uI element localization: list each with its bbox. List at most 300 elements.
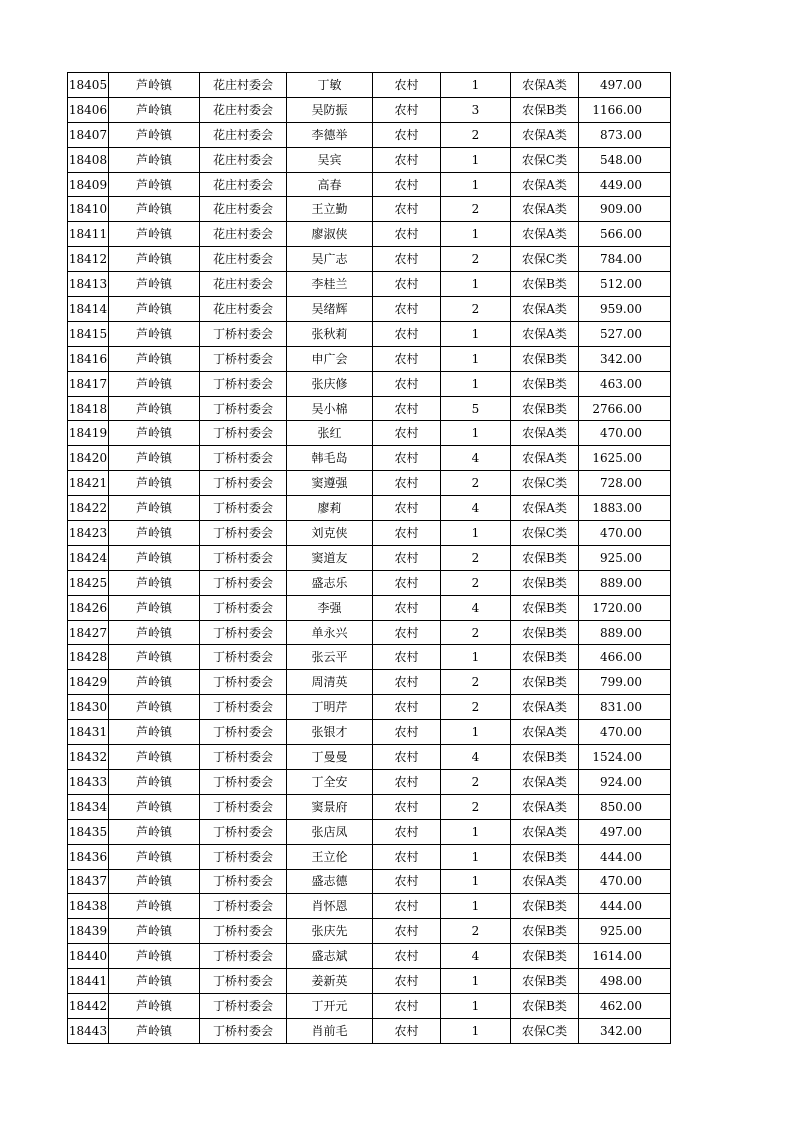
- record-id-cell: 18405: [68, 73, 109, 98]
- town-cell: 芦岭镇: [109, 97, 200, 122]
- amount-cell: 728.00: [579, 471, 671, 496]
- household-type-cell: 农村: [373, 1018, 441, 1043]
- household-type-cell: 农村: [373, 545, 441, 570]
- category-cell: 农保B类: [511, 346, 579, 371]
- member-count-cell: 1: [441, 421, 511, 446]
- table-row: [68, 545, 671, 570]
- category-cell: 农保A类: [511, 122, 579, 147]
- category-cell: 农保B类: [511, 396, 579, 421]
- table-row: [68, 396, 671, 421]
- category-cell: 农保C类: [511, 521, 579, 546]
- household-type-cell: 农村: [373, 446, 441, 471]
- name-cell: 姜新英: [287, 969, 373, 994]
- amount-cell: 527.00: [579, 321, 671, 346]
- table-row: [68, 919, 671, 944]
- town-cell: 芦岭镇: [109, 222, 200, 247]
- village-cell: 丁桥村委会: [200, 620, 287, 645]
- household-type-cell: 农村: [373, 570, 441, 595]
- member-count-cell: 1: [441, 371, 511, 396]
- amount-cell: 498.00: [579, 969, 671, 994]
- record-id-cell: 18443: [68, 1018, 109, 1043]
- record-id-cell: 18412: [68, 247, 109, 272]
- town-cell: 芦岭镇: [109, 371, 200, 396]
- category-cell: 农保A类: [511, 769, 579, 794]
- amount-cell: 889.00: [579, 570, 671, 595]
- household-type-cell: 农村: [373, 122, 441, 147]
- village-cell: 花庄村委会: [200, 147, 287, 172]
- category-cell: 农保B类: [511, 993, 579, 1018]
- table-row: [68, 769, 671, 794]
- member-count-cell: 1: [441, 147, 511, 172]
- data-table: [67, 72, 671, 1044]
- town-cell: 芦岭镇: [109, 595, 200, 620]
- category-cell: 农保B类: [511, 645, 579, 670]
- name-cell: 廖莉: [287, 496, 373, 521]
- household-type-cell: 农村: [373, 346, 441, 371]
- village-cell: 丁桥村委会: [200, 944, 287, 969]
- table-row: [68, 969, 671, 994]
- town-cell: 芦岭镇: [109, 720, 200, 745]
- town-cell: 芦岭镇: [109, 993, 200, 1018]
- record-id-cell: 18410: [68, 197, 109, 222]
- name-cell: 刘克侠: [287, 521, 373, 546]
- record-id-cell: 18429: [68, 670, 109, 695]
- village-cell: 丁桥村委会: [200, 894, 287, 919]
- household-type-cell: 农村: [373, 247, 441, 272]
- record-id-cell: 18440: [68, 944, 109, 969]
- village-cell: 丁桥村委会: [200, 595, 287, 620]
- household-type-cell: 农村: [373, 894, 441, 919]
- record-id-cell: 18421: [68, 471, 109, 496]
- record-id-cell: 18406: [68, 97, 109, 122]
- table-row: [68, 421, 671, 446]
- household-type-cell: 农村: [373, 794, 441, 819]
- amount-cell: 2766.00: [579, 396, 671, 421]
- table-row: [68, 869, 671, 894]
- category-cell: 农保B类: [511, 272, 579, 297]
- amount-cell: 889.00: [579, 620, 671, 645]
- table-row: [68, 222, 671, 247]
- amount-cell: 466.00: [579, 645, 671, 670]
- name-cell: 肖怀恩: [287, 894, 373, 919]
- record-id-cell: 18434: [68, 794, 109, 819]
- category-cell: 农保B类: [511, 969, 579, 994]
- amount-cell: 925.00: [579, 545, 671, 570]
- table-row: [68, 346, 671, 371]
- table-row: [68, 944, 671, 969]
- table-row: [68, 720, 671, 745]
- amount-cell: 784.00: [579, 247, 671, 272]
- table-row: [68, 247, 671, 272]
- amount-cell: 444.00: [579, 844, 671, 869]
- village-cell: 花庄村委会: [200, 272, 287, 297]
- name-cell: 丁明芹: [287, 695, 373, 720]
- record-id-cell: 18426: [68, 595, 109, 620]
- town-cell: 芦岭镇: [109, 321, 200, 346]
- member-count-cell: 2: [441, 545, 511, 570]
- category-cell: 农保B类: [511, 620, 579, 645]
- name-cell: 廖淑侠: [287, 222, 373, 247]
- town-cell: 芦岭镇: [109, 844, 200, 869]
- record-id-cell: 18442: [68, 993, 109, 1018]
- town-cell: 芦岭镇: [109, 944, 200, 969]
- household-type-cell: 农村: [373, 819, 441, 844]
- record-id-cell: 18424: [68, 545, 109, 570]
- table-row: [68, 894, 671, 919]
- member-count-cell: 1: [441, 869, 511, 894]
- town-cell: 芦岭镇: [109, 73, 200, 98]
- category-cell: 农保A类: [511, 446, 579, 471]
- village-cell: 丁桥村委会: [200, 570, 287, 595]
- name-cell: 周清英: [287, 670, 373, 695]
- town-cell: 芦岭镇: [109, 695, 200, 720]
- table-row: [68, 446, 671, 471]
- category-cell: 农保C类: [511, 471, 579, 496]
- member-count-cell: 2: [441, 670, 511, 695]
- record-id-cell: 18432: [68, 745, 109, 770]
- table-row: [68, 645, 671, 670]
- town-cell: 芦岭镇: [109, 645, 200, 670]
- record-id-cell: 18435: [68, 819, 109, 844]
- member-count-cell: 3: [441, 97, 511, 122]
- village-cell: 花庄村委会: [200, 122, 287, 147]
- record-id-cell: 18430: [68, 695, 109, 720]
- record-id-cell: 18407: [68, 122, 109, 147]
- amount-cell: 470.00: [579, 521, 671, 546]
- village-cell: 丁桥村委会: [200, 919, 287, 944]
- village-cell: 丁桥村委会: [200, 670, 287, 695]
- amount-cell: 1625.00: [579, 446, 671, 471]
- table-row: [68, 670, 671, 695]
- member-count-cell: 1: [441, 844, 511, 869]
- village-cell: 丁桥村委会: [200, 471, 287, 496]
- household-type-cell: 农村: [373, 969, 441, 994]
- table-row: [68, 471, 671, 496]
- household-type-cell: 农村: [373, 297, 441, 322]
- member-count-cell: 2: [441, 620, 511, 645]
- name-cell: 窦道友: [287, 545, 373, 570]
- table-row: [68, 321, 671, 346]
- town-cell: 芦岭镇: [109, 819, 200, 844]
- name-cell: 李强: [287, 595, 373, 620]
- name-cell: 吴广志: [287, 247, 373, 272]
- member-count-cell: 1: [441, 993, 511, 1018]
- category-cell: 农保C类: [511, 147, 579, 172]
- table-row: [68, 197, 671, 222]
- member-count-cell: 2: [441, 297, 511, 322]
- name-cell: 张红: [287, 421, 373, 446]
- amount-cell: 1166.00: [579, 97, 671, 122]
- table-row: [68, 745, 671, 770]
- household-type-cell: 农村: [373, 919, 441, 944]
- household-type-cell: 农村: [373, 421, 441, 446]
- record-id-cell: 18439: [68, 919, 109, 944]
- village-cell: 丁桥村委会: [200, 794, 287, 819]
- member-count-cell: 1: [441, 222, 511, 247]
- name-cell: 高春: [287, 172, 373, 197]
- village-cell: 丁桥村委会: [200, 371, 287, 396]
- town-cell: 芦岭镇: [109, 172, 200, 197]
- name-cell: 窦景府: [287, 794, 373, 819]
- village-cell: 丁桥村委会: [200, 819, 287, 844]
- category-cell: 农保B类: [511, 570, 579, 595]
- table-row: [68, 695, 671, 720]
- village-cell: 丁桥村委会: [200, 496, 287, 521]
- town-cell: 芦岭镇: [109, 396, 200, 421]
- record-id-cell: 18425: [68, 570, 109, 595]
- record-id-cell: 18437: [68, 869, 109, 894]
- town-cell: 芦岭镇: [109, 969, 200, 994]
- household-type-cell: 农村: [373, 172, 441, 197]
- village-cell: 丁桥村委会: [200, 396, 287, 421]
- name-cell: 肖前毛: [287, 1018, 373, 1043]
- category-cell: 农保A类: [511, 321, 579, 346]
- town-cell: 芦岭镇: [109, 670, 200, 695]
- amount-cell: 850.00: [579, 794, 671, 819]
- household-type-cell: 农村: [373, 371, 441, 396]
- category-cell: 农保B类: [511, 894, 579, 919]
- member-count-cell: 1: [441, 894, 511, 919]
- record-id-cell: 18420: [68, 446, 109, 471]
- household-type-cell: 农村: [373, 396, 441, 421]
- member-count-cell: 4: [441, 496, 511, 521]
- amount-cell: 909.00: [579, 197, 671, 222]
- household-type-cell: 农村: [373, 147, 441, 172]
- category-cell: 农保A类: [511, 496, 579, 521]
- name-cell: 盛志乐: [287, 570, 373, 595]
- town-cell: 芦岭镇: [109, 894, 200, 919]
- table-row: [68, 97, 671, 122]
- household-type-cell: 农村: [373, 496, 441, 521]
- table-row: [68, 819, 671, 844]
- category-cell: 农保B类: [511, 844, 579, 869]
- village-cell: 花庄村委会: [200, 97, 287, 122]
- town-cell: 芦岭镇: [109, 147, 200, 172]
- member-count-cell: 4: [441, 944, 511, 969]
- household-type-cell: 农村: [373, 844, 441, 869]
- table-row: [68, 620, 671, 645]
- name-cell: 盛志德: [287, 869, 373, 894]
- table-row: [68, 371, 671, 396]
- table-row: [68, 272, 671, 297]
- member-count-cell: 2: [441, 247, 511, 272]
- amount-cell: 470.00: [579, 421, 671, 446]
- household-type-cell: 农村: [373, 745, 441, 770]
- category-cell: 农保A类: [511, 172, 579, 197]
- household-type-cell: 农村: [373, 222, 441, 247]
- village-cell: 丁桥村委会: [200, 720, 287, 745]
- record-id-cell: 18433: [68, 769, 109, 794]
- record-id-cell: 18413: [68, 272, 109, 297]
- record-id-cell: 18423: [68, 521, 109, 546]
- village-cell: 丁桥村委会: [200, 844, 287, 869]
- name-cell: 王立伦: [287, 844, 373, 869]
- category-cell: 农保A类: [511, 695, 579, 720]
- household-type-cell: 农村: [373, 670, 441, 695]
- household-type-cell: 农村: [373, 272, 441, 297]
- village-cell: 丁桥村委会: [200, 545, 287, 570]
- town-cell: 芦岭镇: [109, 794, 200, 819]
- category-cell: 农保A类: [511, 222, 579, 247]
- amount-cell: 831.00: [579, 695, 671, 720]
- table-row: [68, 1018, 671, 1043]
- village-cell: 丁桥村委会: [200, 1018, 287, 1043]
- amount-cell: 342.00: [579, 1018, 671, 1043]
- category-cell: 农保B类: [511, 670, 579, 695]
- amount-cell: 497.00: [579, 73, 671, 98]
- village-cell: 丁桥村委会: [200, 869, 287, 894]
- household-type-cell: 农村: [373, 993, 441, 1018]
- amount-cell: 342.00: [579, 346, 671, 371]
- table-row: [68, 172, 671, 197]
- category-cell: 农保A类: [511, 197, 579, 222]
- name-cell: 李桂兰: [287, 272, 373, 297]
- member-count-cell: 1: [441, 969, 511, 994]
- name-cell: 王立勤: [287, 197, 373, 222]
- village-cell: 花庄村委会: [200, 222, 287, 247]
- record-id-cell: 18409: [68, 172, 109, 197]
- name-cell: 申广会: [287, 346, 373, 371]
- member-count-cell: 4: [441, 595, 511, 620]
- member-count-cell: 1: [441, 272, 511, 297]
- name-cell: 丁敏: [287, 73, 373, 98]
- member-count-cell: 1: [441, 1018, 511, 1043]
- town-cell: 芦岭镇: [109, 471, 200, 496]
- village-cell: 花庄村委会: [200, 73, 287, 98]
- member-count-cell: 4: [441, 745, 511, 770]
- town-cell: 芦岭镇: [109, 297, 200, 322]
- town-cell: 芦岭镇: [109, 122, 200, 147]
- household-type-cell: 农村: [373, 720, 441, 745]
- amount-cell: 463.00: [579, 371, 671, 396]
- member-count-cell: 1: [441, 521, 511, 546]
- household-type-cell: 农村: [373, 944, 441, 969]
- household-type-cell: 农村: [373, 695, 441, 720]
- record-id-cell: 18414: [68, 297, 109, 322]
- name-cell: 丁开元: [287, 993, 373, 1018]
- household-type-cell: 农村: [373, 620, 441, 645]
- amount-cell: 959.00: [579, 297, 671, 322]
- record-id-cell: 18438: [68, 894, 109, 919]
- name-cell: 李德举: [287, 122, 373, 147]
- amount-cell: 873.00: [579, 122, 671, 147]
- member-count-cell: 1: [441, 819, 511, 844]
- amount-cell: 497.00: [579, 819, 671, 844]
- record-id-cell: 18408: [68, 147, 109, 172]
- name-cell: 张庆先: [287, 919, 373, 944]
- table-body: [68, 73, 671, 1044]
- member-count-cell: 1: [441, 720, 511, 745]
- household-type-cell: 农村: [373, 197, 441, 222]
- member-count-cell: 2: [441, 794, 511, 819]
- table-row: [68, 297, 671, 322]
- name-cell: 丁全安: [287, 769, 373, 794]
- amount-cell: 1720.00: [579, 595, 671, 620]
- table-row: [68, 570, 671, 595]
- member-count-cell: 2: [441, 570, 511, 595]
- name-cell: 吴绪辉: [287, 297, 373, 322]
- amount-cell: 470.00: [579, 869, 671, 894]
- record-id-cell: 18415: [68, 321, 109, 346]
- record-id-cell: 18441: [68, 969, 109, 994]
- village-cell: 丁桥村委会: [200, 321, 287, 346]
- village-cell: 丁桥村委会: [200, 993, 287, 1018]
- town-cell: 芦岭镇: [109, 769, 200, 794]
- member-count-cell: 2: [441, 769, 511, 794]
- name-cell: 张庆修: [287, 371, 373, 396]
- village-cell: 丁桥村委会: [200, 645, 287, 670]
- record-id-cell: 18417: [68, 371, 109, 396]
- town-cell: 芦岭镇: [109, 197, 200, 222]
- amount-cell: 1524.00: [579, 745, 671, 770]
- village-cell: 花庄村委会: [200, 172, 287, 197]
- table-row: [68, 844, 671, 869]
- category-cell: 农保A类: [511, 73, 579, 98]
- household-type-cell: 农村: [373, 321, 441, 346]
- name-cell: 张云平: [287, 645, 373, 670]
- village-cell: 丁桥村委会: [200, 421, 287, 446]
- town-cell: 芦岭镇: [109, 1018, 200, 1043]
- town-cell: 芦岭镇: [109, 919, 200, 944]
- town-cell: 芦岭镇: [109, 745, 200, 770]
- town-cell: 芦岭镇: [109, 521, 200, 546]
- member-count-cell: 2: [441, 919, 511, 944]
- name-cell: 丁曼曼: [287, 745, 373, 770]
- name-cell: 吴宾: [287, 147, 373, 172]
- name-cell: 张店凤: [287, 819, 373, 844]
- household-type-cell: 农村: [373, 521, 441, 546]
- table-row: [68, 521, 671, 546]
- table-row: [68, 794, 671, 819]
- household-type-cell: 农村: [373, 769, 441, 794]
- table-row: [68, 993, 671, 1018]
- town-cell: 芦岭镇: [109, 620, 200, 645]
- member-count-cell: 1: [441, 73, 511, 98]
- category-cell: 农保C类: [511, 1018, 579, 1043]
- record-id-cell: 18428: [68, 645, 109, 670]
- table-row: [68, 595, 671, 620]
- village-cell: 丁桥村委会: [200, 745, 287, 770]
- village-cell: 花庄村委会: [200, 297, 287, 322]
- record-id-cell: 18419: [68, 421, 109, 446]
- town-cell: 芦岭镇: [109, 346, 200, 371]
- member-count-cell: 2: [441, 122, 511, 147]
- household-type-cell: 农村: [373, 595, 441, 620]
- category-cell: 农保A类: [511, 794, 579, 819]
- amount-cell: 925.00: [579, 919, 671, 944]
- name-cell: 韩毛岛: [287, 446, 373, 471]
- record-id-cell: 18416: [68, 346, 109, 371]
- table-row: [68, 147, 671, 172]
- member-count-cell: 5: [441, 396, 511, 421]
- amount-cell: 924.00: [579, 769, 671, 794]
- town-cell: 芦岭镇: [109, 247, 200, 272]
- name-cell: 窦遵强: [287, 471, 373, 496]
- town-cell: 芦岭镇: [109, 272, 200, 297]
- name-cell: 吴小棉: [287, 396, 373, 421]
- record-id-cell: 18422: [68, 496, 109, 521]
- amount-cell: 1883.00: [579, 496, 671, 521]
- record-id-cell: 18418: [68, 396, 109, 421]
- village-cell: 花庄村委会: [200, 197, 287, 222]
- category-cell: 农保B类: [511, 97, 579, 122]
- name-cell: 张秋莉: [287, 321, 373, 346]
- amount-cell: 566.00: [579, 222, 671, 247]
- amount-cell: 462.00: [579, 993, 671, 1018]
- village-cell: 丁桥村委会: [200, 769, 287, 794]
- name-cell: 盛志斌: [287, 944, 373, 969]
- category-cell: 农保B类: [511, 919, 579, 944]
